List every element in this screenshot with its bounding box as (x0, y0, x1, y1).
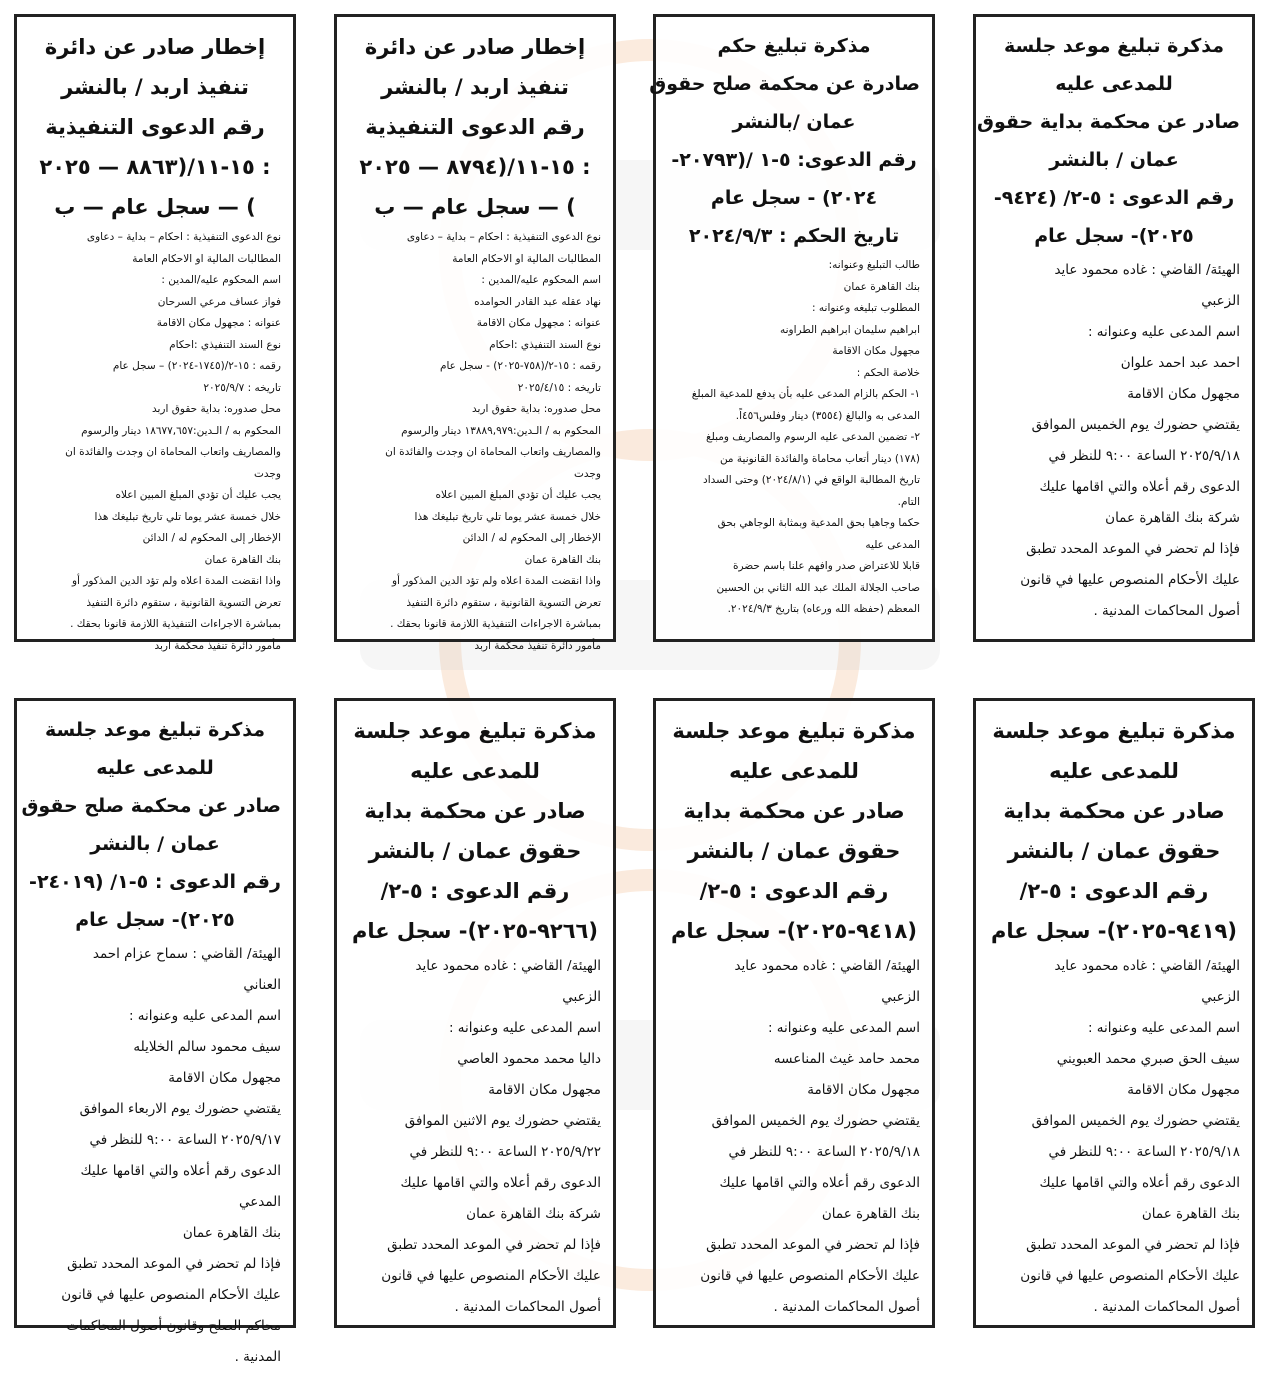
title-line: عمان / بالنشر (1049, 149, 1179, 171)
title-line: صادر عن محكمة بداية (683, 799, 905, 823)
body-line: الهيئة/ القاضي : غاده محمود عايد (734, 958, 920, 974)
title-line: للمدعى عليه (1049, 759, 1179, 783)
title-line: ٢٠٢٤) - سجل عام (710, 187, 878, 209)
body-line: أصول المحاكمات المدنية . (773, 1299, 920, 1315)
body-line: الهيئة/ القاضي : سماح عزام احمد (92, 946, 281, 962)
body-line: ٢٠٢٥/٩/١٨ الساعة ٩:٠٠ للنظر في (728, 1144, 920, 1160)
body-line: بنك القاهرة عمان (1141, 1206, 1240, 1222)
body-line: وجدت (574, 467, 601, 480)
body-line: محل صدوره: بداية حقوق اربد (471, 403, 601, 415)
body-line: الدعوى رقم أعلاه والتي اقامها عليك (400, 1175, 601, 1191)
body-line: المعظم (حفظه الله ورعاه) بتاريخ ٢٠٢٤/٩/٣. (727, 603, 920, 615)
body-line: نهاد عقله عبد القادر الحوامده (474, 295, 601, 308)
title-line: عمان /بالنشر (732, 111, 856, 133)
body-line: يجب عليك أن تؤدي المبلغ المبين اعلاه (115, 489, 281, 501)
body-line: المحكوم به / الـدين:١٨٦٧٧,٦٥٧ دينار والرسوم (81, 424, 281, 437)
body-line: واذا انقضت المدة اعلاه ولم تؤد الدين المذكور أو (71, 575, 281, 587)
title-line: للمدعى عليه (96, 757, 214, 779)
body-line: صاحب الجلالة الملك عبد الله الثاني بن الحسين (716, 581, 920, 594)
body-line: أصول المحاكمات المدنية . (454, 1299, 601, 1315)
body-line: نوع الدعوى التنفيذية : احكام – بداية – دعاوى (86, 231, 281, 243)
title-line: تنفيذ اربد / بالنشر (381, 75, 569, 99)
notice-5-titles (988, 711, 1240, 951)
body-line: مجهول مكان الاقامة (807, 1082, 920, 1098)
title-line: رقم الدعوى : ٥-٢/ (380, 879, 570, 903)
body-line: ١- الحكم بالزام المدعى عليه بأن يدفع للمدعية المبلغ (691, 388, 920, 400)
title-line: رقم الدعوى التنفيذية (365, 115, 585, 139)
title-line: تنفيذ اربد / بالنشر (61, 75, 249, 99)
body-line: نوع السند التنفيذي :احكام (489, 338, 601, 351)
body-line: مأمور دائرة تنفيذ محكمة اربد (474, 639, 601, 652)
body-line: ٢٠٢٥/٩/١٨ الساعة ٩:٠٠ للنظر في (1048, 1144, 1240, 1160)
title-line: للمدعى عليه (729, 759, 859, 783)
title-line: إخطار صادر عن دائرة (364, 35, 586, 59)
body-line: الدعوى رقم أعلاه والتي اقامها عليك (80, 1163, 281, 1179)
title-line: رقم الدعوى : ٥-٢/ (٩٤٢٤- (993, 187, 1235, 209)
body-line: تاريخه : ٢٠٢٥/٤/١٥ (517, 381, 601, 394)
body-line: يقتضي حضورك يوم الخميس الموافق (1031, 1113, 1240, 1129)
notice-3-body (349, 227, 601, 657)
title-line: ) — سجل عام — ب (54, 195, 256, 219)
body-line: تعرض التسوية القانونية ، ستقوم دائرة التنفيذ (86, 596, 281, 609)
body-line: المدنية . (234, 1349, 281, 1365)
body-line: محمد حامد غيث المناعسه (773, 1051, 920, 1067)
title-line: مذكرة تبليغ موعد جلسة (353, 719, 597, 743)
body-line: شركة بنك القاهرة عمان (466, 1206, 601, 1222)
body-line: مأمور دائرة تنفيذ محكمة اربد (154, 639, 281, 652)
body-line: حكما وجاهيا بحق المدعية وبمثابة الوجاهي بحق (717, 517, 920, 529)
title-line: رقم الدعوى: ٥-١ /(٢٠٧٩٣- (671, 149, 917, 171)
body-line: محل صدوره: بداية حقوق اربد (151, 403, 281, 415)
body-line: المدعى عليه (865, 538, 920, 551)
title-line: مذكرة تبليغ موعد جلسة (45, 719, 265, 741)
body-line: بنك القاهرة عمان (821, 1206, 920, 1222)
notice-8-body (29, 939, 281, 1373)
body-line: مجهول مكان الاقامة (488, 1082, 601, 1098)
body-line: بنك القاهرة عمان (524, 553, 601, 566)
body-line: المحكوم به / الـدين:١٣٨٨٩,٩٧٩ دينار والرسوم (401, 424, 601, 437)
body-line: والمصاريف واتعاب المحاماة ان وجدت والفائدة ان (65, 446, 281, 458)
title-line: صادر عن محكمة بداية حقوق (976, 111, 1240, 133)
body-line: عنوانه : مجهول مكان الاقامة (156, 317, 281, 329)
body-line: عليك الأحكام المنصوص عليها في قانون (381, 1268, 601, 1284)
title-line: رقم الدعوى : ٥-٢/ (699, 879, 889, 903)
body-line: الزعبي (1201, 989, 1240, 1005)
notice-8-titles (21, 711, 281, 939)
body-line: ٢- تضمين المدعى عليه الرسوم والمصاريف ومبلغ (706, 431, 920, 443)
body-line: (١٧٨) دينار أتعاب محاماة والفائدة القانونية من (719, 452, 920, 465)
notice-2-body (668, 255, 920, 621)
body-line: فإذا لم تحضر في الموعد المحدد تطبق (1026, 541, 1240, 557)
title-line: مذكرة تبليغ موعد جلسة (992, 719, 1236, 743)
body-line: اسم المحكوم عليه/المدين : (481, 274, 601, 286)
notice-5 (973, 698, 1255, 1328)
body-line: خلاصة الحكم : (856, 366, 920, 379)
title-line: عمان / بالنشر (90, 833, 220, 855)
notice-4-body (29, 227, 281, 657)
body-line: اسم المدعى عليه وعنوانه : (128, 1008, 281, 1024)
body-line: الإخطار إلى المحكوم له / الدائن (462, 532, 601, 544)
body-line: اسم المدعى عليه وعنوانه : (1087, 324, 1240, 340)
title-line: ٢٠٢٥)- سجل عام (75, 909, 235, 931)
body-line: ٢٠٢٥/٩/١٨ الساعة ٩:٠٠ للنظر في (1048, 448, 1240, 464)
body-line: المطلوب تبليغه وعنوانه : (812, 302, 920, 314)
body-line: الهيئة/ القاضي : غاده محمود عايد (1054, 262, 1240, 278)
title-line: صادر عن محكمة بداية (364, 799, 586, 823)
title-line: (٩٤١٩-٢٠٢٥)- سجل عام (991, 919, 1237, 943)
body-line: مجهول مكان الاقامة (1127, 1082, 1240, 1098)
body-line: الهيئة/ القاضي : غاده محمود عايد (415, 958, 601, 974)
body-line: الدعوى رقم أعلاه والتي اقامها عليك (1039, 479, 1240, 495)
notice-6-titles (668, 711, 920, 951)
body-line: طالب التبليغ وعنوانه: (828, 259, 920, 271)
body-line: يقتضي حضورك يوم الخميس الموافق (1031, 417, 1240, 433)
body-line: خلال خمسة عشر يوما تلي تاريخ تبليغك هذا (94, 510, 281, 523)
title-line: مذكرة تبليغ موعد جلسة (672, 719, 916, 743)
body-line: عليك الأحكام المنصوص عليها في قانون (700, 1268, 920, 1284)
body-line: فإذا لم تحضر في الموعد المحدد تطبق (387, 1237, 601, 1253)
body-line: عنوانه : مجهول مكان الاقامة (476, 317, 601, 329)
title-line: مذكرة تبليغ حكم (717, 35, 871, 57)
title-line: صادرة عن محكمة صلح حقوق (649, 73, 920, 95)
body-line: فإذا لم تحضر في الموعد المحدد تطبق (1026, 1237, 1240, 1253)
body-line: قابلا للاعتراض صدر وافهم علنا باسم حضرة (733, 560, 920, 572)
body-line: يقتضي حضورك يوم الاثنين الموافق (404, 1113, 601, 1129)
body-line: داليا محمد محمود العاصي (457, 1051, 601, 1067)
body-line: فواز عساف مرعي السرحان (157, 295, 281, 308)
body-line: خلال خمسة عشر يوما تلي تاريخ تبليغك هذا (414, 510, 601, 523)
notice-2-titles (649, 27, 920, 255)
body-line: المدعي (238, 1194, 281, 1210)
body-line: فإذا لم تحضر في الموعد المحدد تطبق (67, 1256, 281, 1272)
body-line: بنك القاهرة عمان (843, 280, 920, 293)
body-line: يجب عليك أن تؤدي المبلغ المبين اعلاه (435, 489, 601, 501)
title-line: (٩٤١٨-٢٠٢٥)- سجل عام (671, 919, 917, 943)
body-line: واذا انقضت المدة اعلاه ولم تؤد الدين المذكور أو (391, 575, 601, 587)
body-line: رقمه : ١٥-٢/(٧٥٨-٢٠٢٥) - سجل عام (439, 360, 601, 372)
body-line: نوع الدعوى التنفيذية : احكام – بداية – دعاوى (406, 231, 601, 243)
title-line: إخطار صادر عن دائرة (44, 35, 266, 59)
body-line: مجهول مكان الاقامة (1127, 386, 1240, 402)
body-line: نوع السند التنفيذي :احكام (169, 338, 281, 351)
notice-1 (973, 14, 1255, 642)
body-line: اسم المدعى عليه وعنوانه : (448, 1020, 601, 1036)
notice-5-body (988, 951, 1240, 1323)
body-line: بمباشرة الاجراءات التنفيذية اللازمة قانونا بحقك . (70, 618, 281, 630)
notice-8 (14, 698, 296, 1365)
body-line: الهيئة/ القاضي : غاده محمود عايد (1054, 958, 1240, 974)
body-line: عليك الأحكام المنصوص عليها في قانون (1020, 1268, 1240, 1284)
notice-7 (334, 698, 616, 1328)
title-line: : ١٥-١١/(٨٨٦٣ — ٢٠٢٥ (39, 155, 271, 179)
body-line: بنك القاهرة عمان (204, 553, 281, 566)
body-line: بمباشرة الاجراءات التنفيذية اللازمة قانونا بحقك . (390, 618, 601, 630)
title-line: مذكرة تبليغ موعد جلسة (1004, 35, 1224, 57)
body-line: اسم المحكوم عليه/المدين : (161, 274, 281, 286)
notice-3 (334, 14, 616, 652)
title-line: للمدعى عليه (410, 759, 540, 783)
body-line: يقتضي حضورك يوم الخميس الموافق (711, 1113, 920, 1129)
body-line: اسم المدعى عليه وعنوانه : (1087, 1020, 1240, 1036)
body-line: اسم المدعى عليه وعنوانه : (767, 1020, 920, 1036)
body-line: الزعبي (881, 989, 920, 1005)
body-line: المطالبات المالية او الاحكام العامة (132, 252, 281, 265)
title-line: للمدعى عليه (1055, 73, 1173, 95)
body-line: تاريخه : ٢٠٢٥/٩/٧ (203, 381, 281, 394)
title-line: حقوق عمان / بالنشر (368, 839, 582, 863)
body-line: مجهول مكان الاقامة (832, 345, 920, 357)
body-line: رقمه : ١٥-٢/(١٧٤٥-٢٠٢٤) – سجل عام (112, 360, 281, 372)
body-line: والمصاريف واتعاب المحاماة ان وجدت والفائدة ان (385, 446, 601, 458)
body-line: ٢٠٢٥/٩/٢٢ الساعة ٩:٠٠ للنظر في (409, 1144, 601, 1160)
body-line: أصول المحاكمات المدنية . (1093, 603, 1240, 619)
title-line: رقم الدعوى : ٥-١/ (٢٤٠١٩- (29, 871, 281, 893)
notice-3-titles (349, 27, 601, 227)
title-line: حقوق عمان / بالنشر (1007, 839, 1221, 863)
body-line: سيف محمود سالم الخلايله (133, 1039, 281, 1055)
body-line: العناني (243, 977, 281, 993)
body-line: عليك الأحكام المنصوص عليها في قانون (61, 1287, 281, 1303)
body-line: أصول المحاكمات المدنية . (1093, 1299, 1240, 1315)
notice-2 (649, 14, 935, 642)
body-line: بنك القاهرة عمان (182, 1225, 281, 1241)
title-line: : ١٥-١١/(٨٧٩٤ — ٢٠٢٥ (359, 155, 591, 179)
notice-1-body (988, 255, 1240, 627)
body-line: مجهول مكان الاقامة (168, 1070, 281, 1086)
body-line: ابراهيم سليمان ابراهيم الطراونه (780, 323, 920, 336)
body-line: عليك الأحكام المنصوص عليها في قانون (1020, 572, 1240, 588)
title-line: ٢٠٢٥)- سجل عام (1034, 225, 1194, 247)
body-line: المطالبات المالية او الاحكام العامة (452, 252, 601, 265)
notice-6-body (668, 951, 920, 1323)
title-line: رقم الدعوى التنفيذية (45, 115, 265, 139)
notice-4-titles (29, 27, 281, 227)
body-line: شركة بنك القاهرة عمان (1105, 510, 1240, 526)
title-line: تاريخ الحكم : ٢٠٢٤/٩/٣ (688, 225, 900, 247)
body-line: الزعبي (1201, 293, 1240, 309)
body-line: المدعى به والبالغ (٣٥٥٤) دينار وفلس٤٥٦اً. (735, 409, 920, 422)
title-line: (٩٢٦٦-٢٠٢٥)- سجل عام (352, 919, 598, 943)
notice-4 (14, 14, 296, 652)
notice-1-titles (976, 27, 1240, 255)
body-line: يقتضي حضورك يوم الاربعاء الموافق (79, 1101, 281, 1117)
body-line: ٢٠٢٥/٩/١٧ الساعة ٩:٠٠ للنظر في (89, 1132, 281, 1148)
title-line: صادر عن محكمة بداية (1003, 799, 1225, 823)
notice-7-body (349, 951, 601, 1323)
body-line: تاريخ المطالبة الواقع في (٢٠٢٤/٨/١) وحتى السداد (703, 474, 920, 486)
body-line: الزعبي (562, 989, 601, 1005)
body-line: الإخطار إلى المحكوم له / الدائن (142, 532, 281, 544)
body-line: سيف الحق صبري محمد العبويني (1056, 1051, 1240, 1067)
title-line: حقوق عمان / بالنشر (687, 839, 901, 863)
body-line: احمد عبد احمد علوان (1120, 355, 1240, 371)
title-line: صادر عن محكمة صلح حقوق (21, 795, 281, 817)
title-line: ) — سجل عام — ب (374, 195, 576, 219)
body-line: محاكم الصلح وقانون أصول المحاكمات (66, 1318, 281, 1334)
notice-6 (653, 698, 935, 1328)
title-line: رقم الدعوى : ٥-٢/ (1019, 879, 1209, 903)
body-line: فإذا لم تحضر في الموعد المحدد تطبق (706, 1237, 920, 1253)
body-line: تعرض التسوية القانونية ، ستقوم دائرة التنفيذ (406, 596, 601, 609)
body-line: الدعوى رقم أعلاه والتي اقامها عليك (1039, 1175, 1240, 1191)
notice-7-titles (349, 711, 601, 951)
body-line: الدعوى رقم أعلاه والتي اقامها عليك (719, 1175, 920, 1191)
body-line: وجدت (254, 467, 281, 480)
body-line: التام. (897, 495, 920, 508)
